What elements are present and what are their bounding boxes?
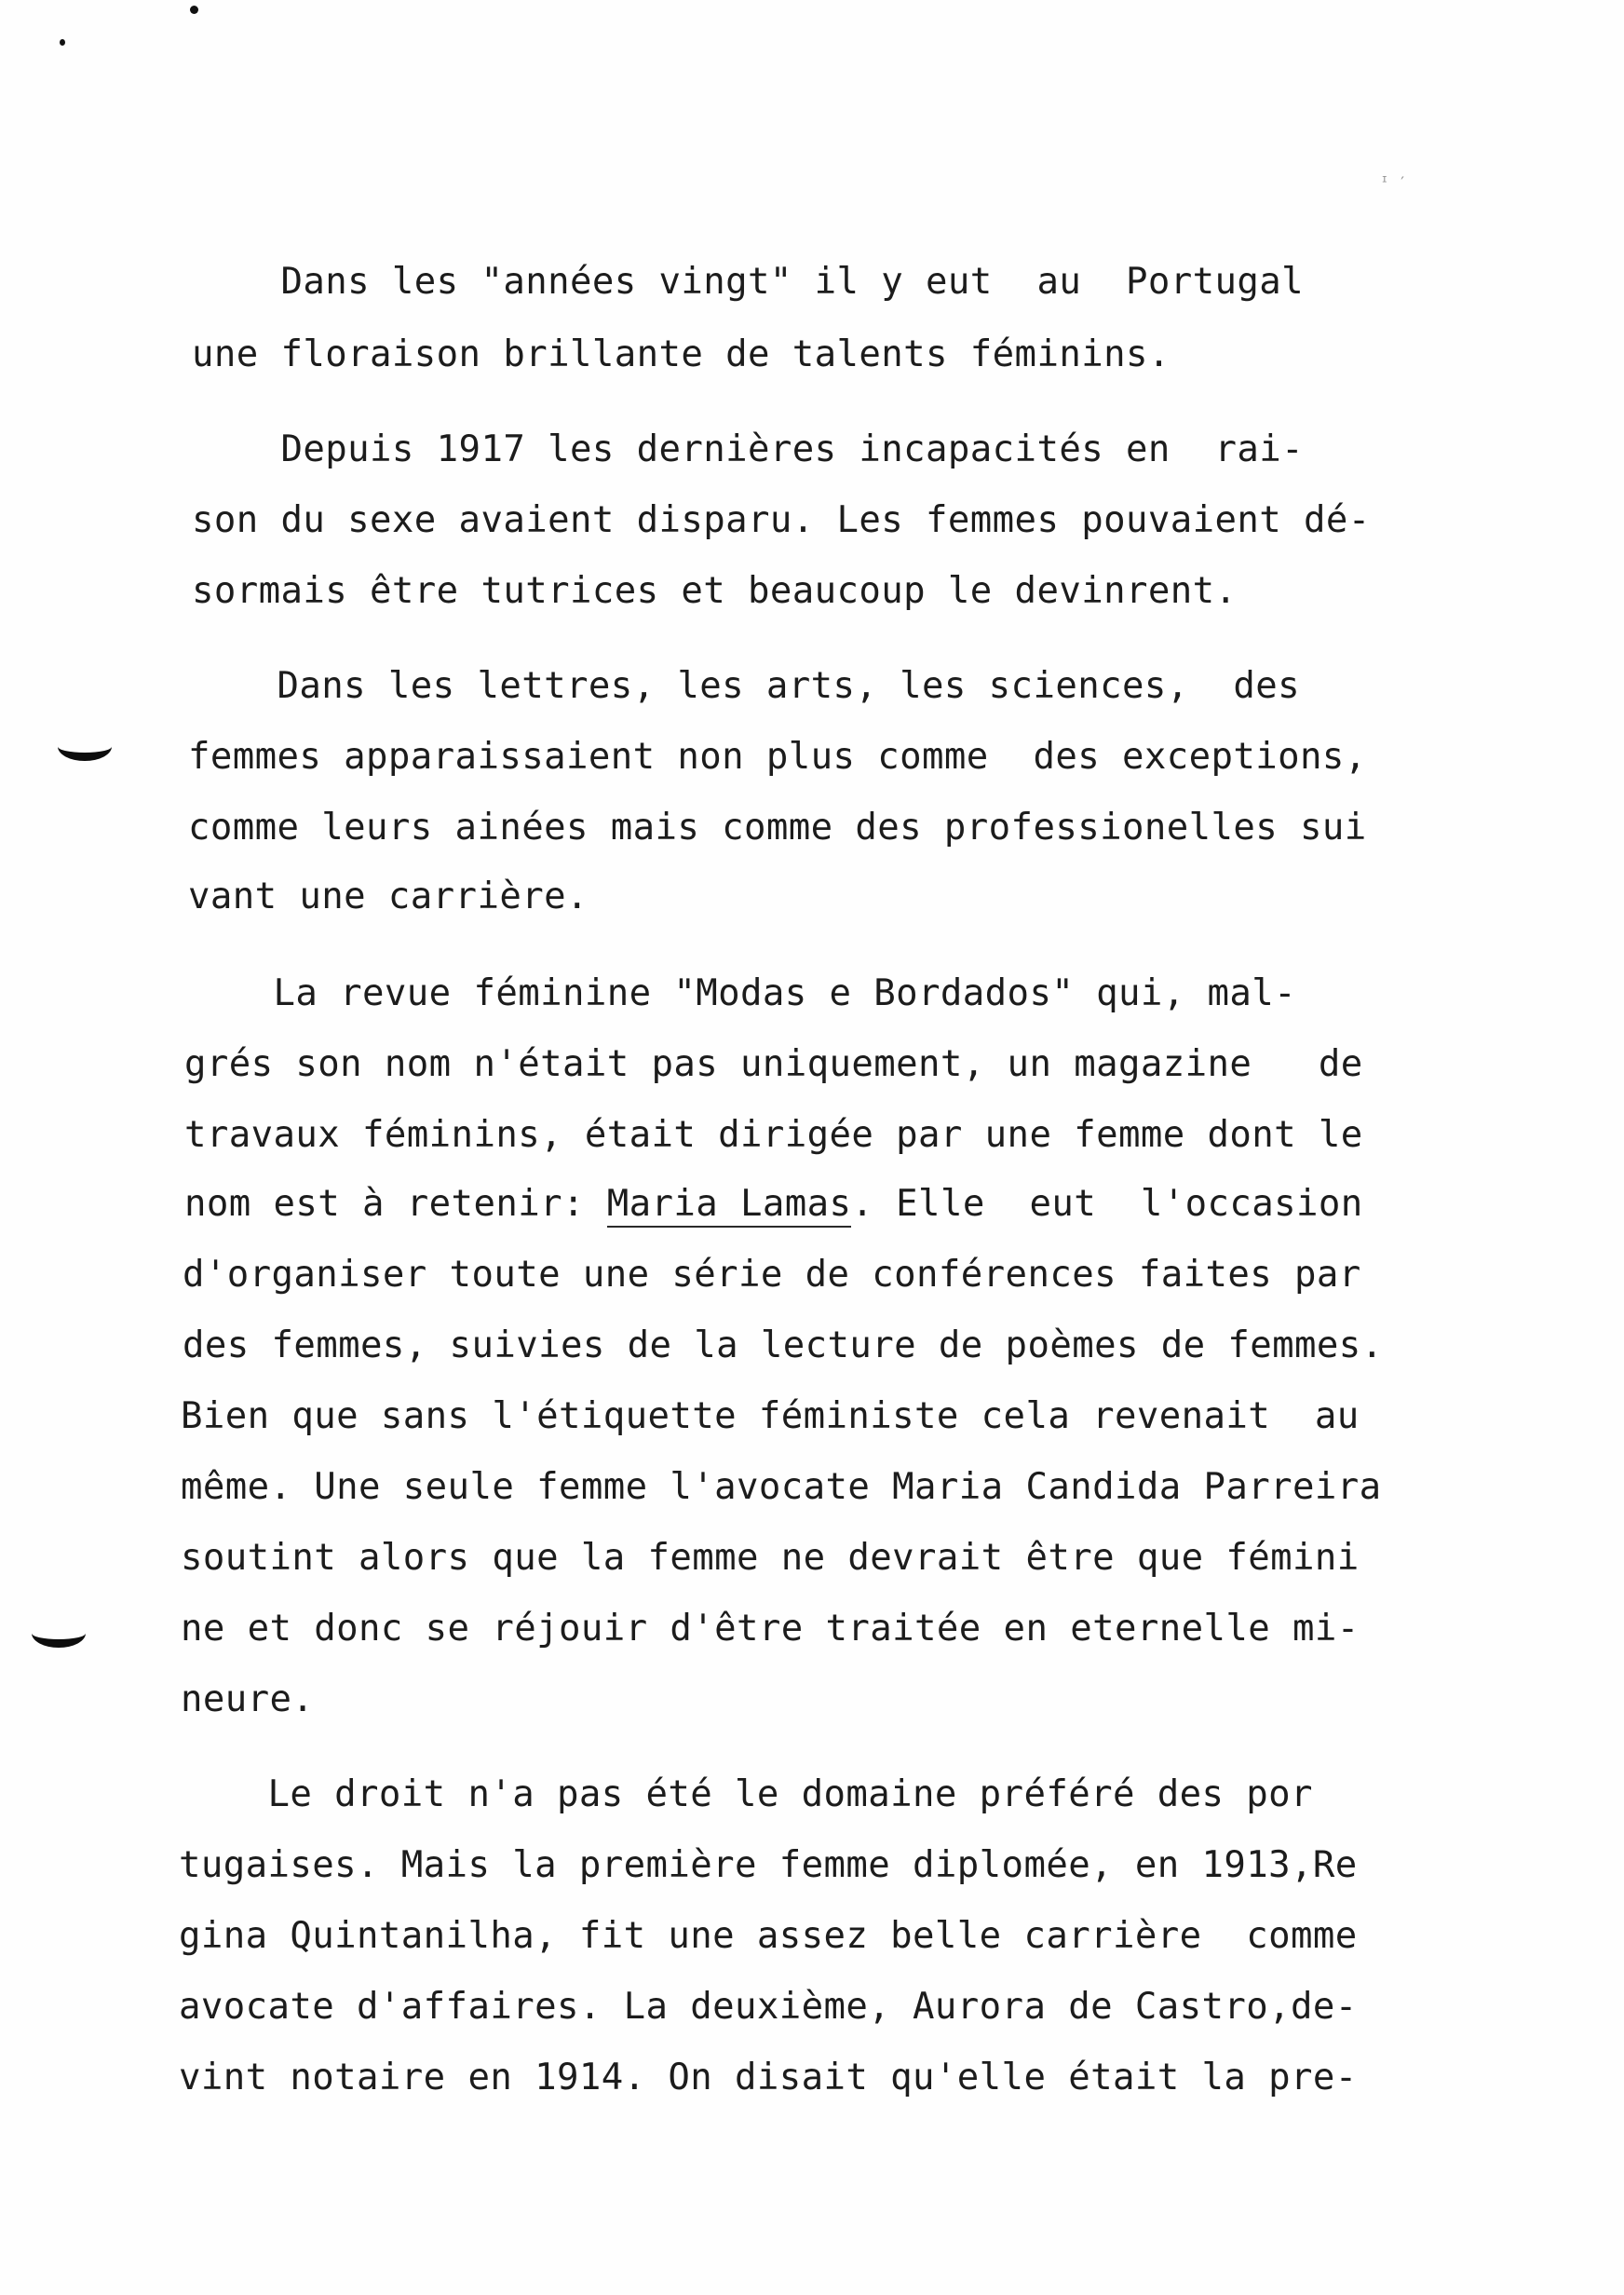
underlined-name-maria-lamas: Maria Lamas bbox=[607, 1183, 852, 1228]
paragraph-line: neure. bbox=[181, 1678, 315, 1720]
paragraph-line: d'organiser toute une série de conférences faites par bbox=[183, 1254, 1361, 1296]
scan-dot-left bbox=[60, 39, 65, 46]
paragraph-line: Depuis 1917 les dernières incapacités en rai- bbox=[192, 428, 1304, 470]
paragraph-line: vant une carrière. bbox=[188, 876, 589, 917]
punch-hole-mark-lower bbox=[32, 1619, 86, 1648]
paragraph-line: soutint alors que la femme ne devrait être que fémini bbox=[181, 1537, 1360, 1579]
line-suffix: . Elle eut l'occasion bbox=[851, 1183, 1363, 1225]
paragraph-line: femmes apparaissaient non plus comme des exceptions, bbox=[188, 736, 1367, 778]
paragraph-line: Le droit n'a pas été le domaine préféré des por bbox=[179, 1773, 1313, 1815]
paragraph-line: son du sexe avaient disparu. Les femmes pouvaient dé- bbox=[192, 499, 1371, 541]
punch-hole-mark-upper bbox=[58, 732, 112, 761]
paragraph-line: des femmes, suivies de la lecture de poèmes de femmes. bbox=[183, 1324, 1384, 1366]
paragraph-line: ne et donc se réjouir d'être traitée en eternelle mi- bbox=[181, 1608, 1360, 1650]
paragraph-line: Bien que sans l'étiquette féministe cela revenait au bbox=[181, 1395, 1360, 1437]
paragraph-line: gina Quintanilha, fit une assez belle carrière comme bbox=[179, 1915, 1358, 1957]
paragraph-line: même. Une seule femme l'avocate Maria Candida Parreira bbox=[181, 1466, 1382, 1508]
paragraph-line: sormais être tutrices et beaucoup le devinrent. bbox=[192, 570, 1238, 612]
paragraph-line: une floraison brillante de talents féminins. bbox=[192, 333, 1171, 375]
paragraph-line: grés son nom n'était pas uniquement, un magazine de bbox=[184, 1043, 1363, 1085]
paragraph-line: comme leurs ainées mais comme des professionelles sui bbox=[188, 807, 1367, 849]
paragraph-line: tugaises. Mais la première femme diplomée, en 1913,Re bbox=[179, 1844, 1358, 1886]
scan-dot-top bbox=[190, 6, 198, 14]
paragraph-line: vint notaire en 1914. On disait qu'elle était la pre- bbox=[179, 2057, 1358, 2098]
paragraph-line: La revue féminine "Modas e Bordados" qui, mal- bbox=[184, 972, 1296, 1014]
paragraph-line: avocate d'affaires. La deuxième, Aurora de Castro,de- bbox=[179, 1986, 1358, 2028]
paragraph-line-with-name bbox=[184, 1183, 1363, 1226]
paragraph-line: Dans les lettres, les arts, les sciences, des bbox=[188, 665, 1300, 707]
paragraph-line: Dans les "années vingt" il y eut au Portugal bbox=[192, 261, 1304, 303]
paragraph-line: travaux féminins, était dirigée par une femme dont le bbox=[184, 1114, 1363, 1156]
corner-mark: ᴵ ′ bbox=[1380, 173, 1407, 191]
line-prefix: nom est à retenir: bbox=[184, 1183, 607, 1225]
